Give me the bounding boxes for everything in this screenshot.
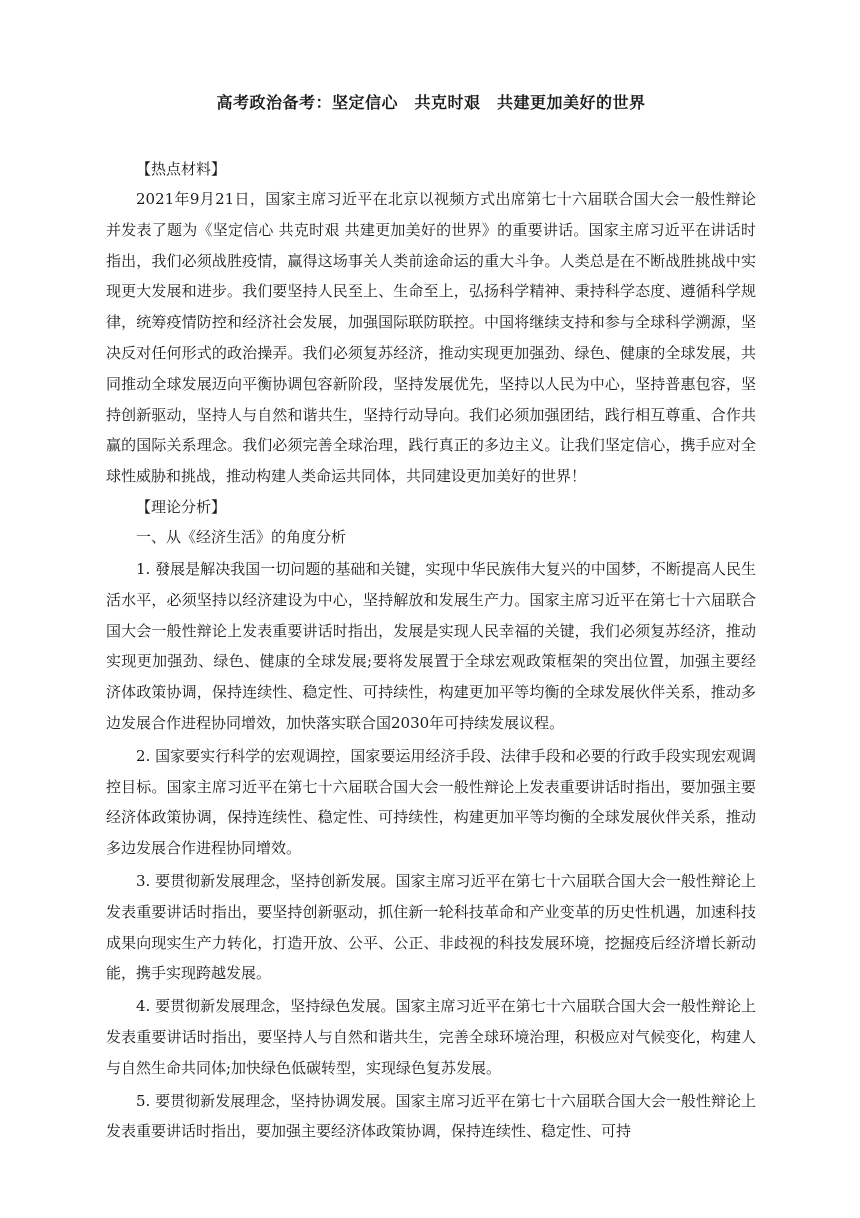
analysis-point-5: 5. 要贯彻新发展理念，坚持协调发展。国家主席习近平在第七十六届联合国大会一般性辩论上发表重要讲话时指出，要加强主要经济体政策协调，保持连续性、稳定性、可持 bbox=[106, 1091, 756, 1141]
theory-analysis-heading: 【理论分析】 bbox=[136, 497, 227, 516]
document-page bbox=[106, 88, 756, 1147]
analysis-point-4: 4. 要贯彻新发展理念，坚持绿色发展。国家主席习近平在第七十六届联合国大会一般性辩论上发表重要讲话时指出，要坚持人与自然和谐共生，完善全球环境治理，积极应对气候变化，构建人与自然生命共同体;加快绿色低碳转型，实现绿色复苏发展。 bbox=[106, 997, 756, 1077]
hot-material-heading: 【热点材料】 bbox=[136, 160, 227, 178]
analysis-point-1: 1. 發展是解决我国一切问题的基础和关键，实现中华民族伟大复兴的中国梦，不断提高人民生活水平，必须坚持以经济建设为中心，坚持解放和发展生产力。国家主席习近平在第七十六届联合国大会一般性辩论上发表重要讲话时指出，发展是实现人民幸福的关键，我们必须复苏经济，推动实现更加强劲、绿色、健康的全球发展;要将发展置于全球宏观政策框架的突出位置，加强主要经济体政策协调，保持连续性、稳定性、可持续性，构建更加平等均衡的全球发展伙伴关系，推动多边发展合作进程协同增效，加快落实联合国2030年可持续发展议程。 bbox=[106, 559, 756, 732]
hot-material-body: 2021年9月21日，国家主席习近平在北京以视频方式出席第七十六届联合国大会一般性辩论并发表了题为《坚定信心 共克时艰 共建更加美好的世界》的重要讲话。国家主席习近平在讲话时指出，我们必须战胜疫情，赢得这场事关人类前途命运的重大斗争。人类总是在不断战胜挑战中实现更大发展和进步。我们要坚持人民至上、生命至上，弘扬科学精神、秉持科学态度、遵循科学规律，统筹疫情防控和经济社会发展，加强国际联防联控。中国将继续支持和参与全球科学溯源，坚决反对任何形式的政治操弄。我们必须复苏经济，推动实现更加强劲、绿色、健康的全球发展，共同推动全球发展迈向平衡协调包容新阶段，坚持发展优先，坚持以人民为中心，坚持普惠包容，坚持创新驱动，坚持人与自然和谐共生，坚持行动导向。我们必须加强团结，践行相互尊重、合作共赢的国际关系理念。我们必须完善全球治理，践行真正的多边主义。让我们坚定信心，携手应对全球性威胁和挑战，推动构建人类命运共同体，共同建设更加美好的世界！ bbox=[106, 190, 756, 486]
analysis-point-2: 2. 国家要实行科学的宏观调控，国家要运用经济手段、法律手段和必要的行政手段实现宏观调控目标。国家主席习近平在第七十六届联合国大会一般性辩论上发表重要讲话时指出，要加强主要经济体政策协调，保持连续性、稳定性、可持续性，构建更加平等均衡的全球发展伙伴关系，推动多边发展合作进程协同增效。 bbox=[106, 746, 756, 858]
economic-life-subheading: 一、从《经济生活》的角度分析 bbox=[136, 527, 347, 546]
document-title: 高考政治备考：坚定信心 共克时艰 共建更加美好的世界 bbox=[216, 93, 646, 112]
analysis-point-3: 3. 要贯彻新发展理念，坚持创新发展。国家主席习近平在第七十六届联合国大会一般性辩论上发表重要讲话时指出，要坚持创新驱动，抓住新一轮科技革命和产业变革的历史性机遇，加速科技成果向现实生产力转化，打造开放、公平、公正、非歧视的科技发展环境，挖掘疫后经济增长新动能，携手实现跨越发展。 bbox=[106, 871, 756, 983]
